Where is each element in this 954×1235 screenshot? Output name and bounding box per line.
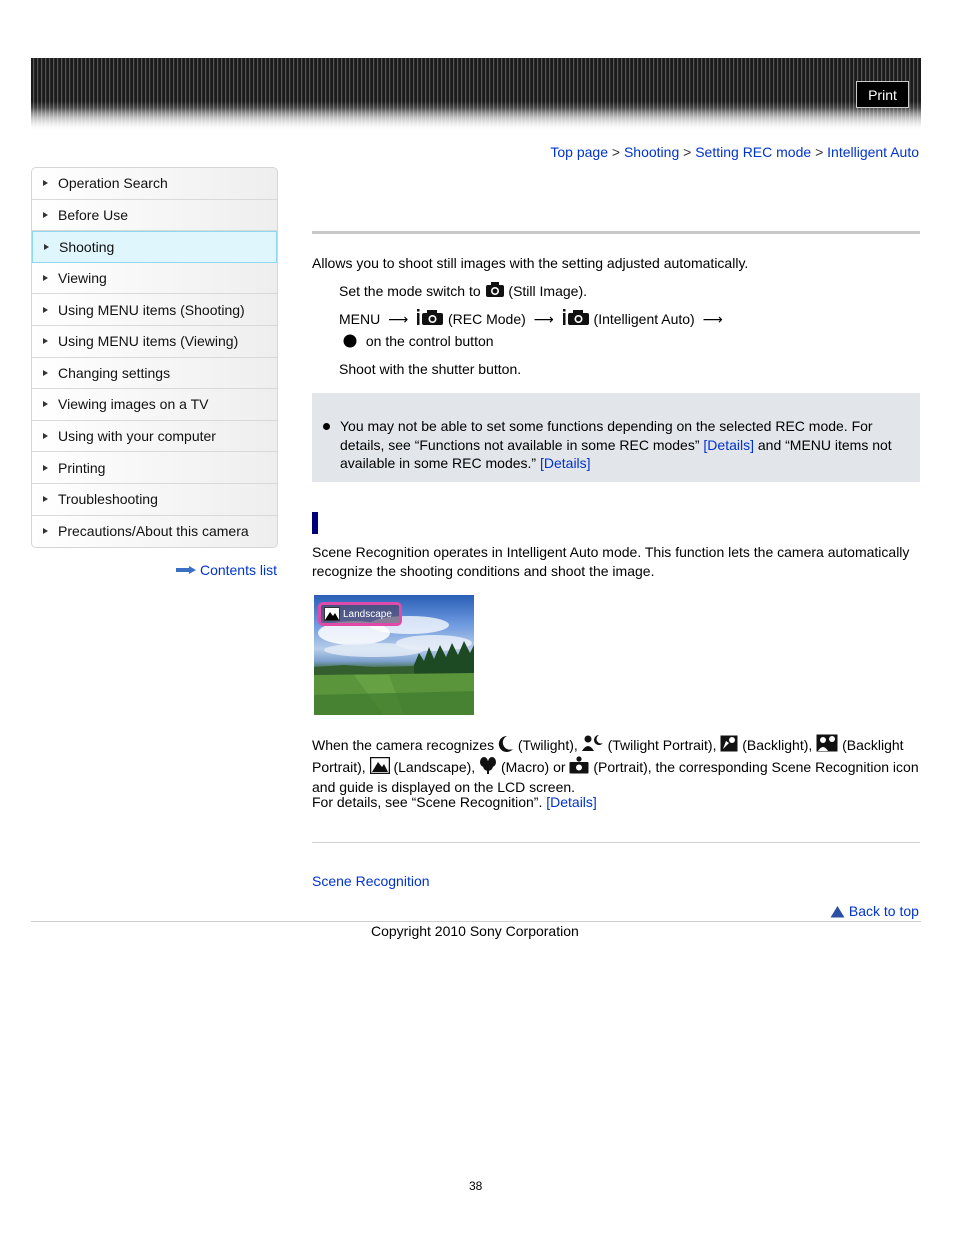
triangle-right-icon — [43, 528, 48, 534]
header-banner — [31, 58, 921, 130]
twilight-portrait-label: (Twilight Portrait), — [607, 737, 717, 753]
triangle-right-icon — [44, 244, 49, 250]
landscape-label: (Landscape), — [393, 758, 476, 775]
twilight-portrait-icon — [582, 734, 604, 752]
step-1 — [339, 281, 587, 301]
sidebar-item-label: Precautions/About this camera — [58, 523, 249, 540]
sidebar-item-label: Printing — [58, 459, 106, 476]
sidebar-item-label: Using MENU items (Shooting) — [58, 301, 245, 318]
note-box — [312, 393, 920, 482]
sidebar-nav — [31, 167, 278, 548]
macro-icon — [479, 756, 497, 774]
sidebar-item-label: Changing settings — [58, 364, 171, 381]
menu-label: MENU — [339, 311, 381, 327]
recognition-paragraph — [312, 734, 922, 798]
breadcrumb-separator: > — [815, 144, 824, 160]
intelligent-auto-icon — [562, 308, 590, 326]
sidebar-item-changing-settings[interactable] — [32, 358, 277, 390]
scene-recognition-guide — [318, 602, 402, 626]
arrow-right-icon: ⟶ — [533, 311, 554, 327]
contents-list-label: Contents list — [199, 562, 277, 578]
backlight-portrait-icon — [816, 734, 838, 752]
breadcrumb — [550, 144, 919, 160]
triangle-right-icon — [43, 180, 48, 186]
sidebar-item-label: Viewing — [58, 270, 107, 287]
step-2-control — [343, 332, 494, 351]
scene-details — [312, 793, 597, 812]
step-1-mode: (Still Image). — [508, 283, 587, 299]
breadcrumb-shooting[interactable]: Shooting — [623, 144, 680, 160]
rec-mode-label: (REC Mode) — [447, 311, 526, 327]
sidebar-item-precautions[interactable] — [32, 516, 277, 548]
landscape-icon — [370, 757, 390, 774]
landscape-photo — [314, 595, 474, 715]
triangle-right-icon — [43, 307, 48, 313]
section-divider — [312, 842, 920, 843]
twilight-icon — [498, 735, 514, 752]
sidebar-item-label: Viewing images on a TV — [58, 396, 209, 413]
details-link[interactable]: [Details] — [703, 436, 754, 453]
backlight-label: (Backlight), — [742, 737, 813, 753]
breadcrumb-separator: > — [683, 144, 692, 160]
print-button[interactable]: Print — [856, 81, 909, 108]
scene-recognition-text: Scene Recognition operates in Intelligent Auto mode. This function lets the camera automatically recognize the shooting conditions and shoot the image. — [312, 544, 910, 579]
triangle-right-icon — [43, 212, 48, 218]
sidebar-item-operation-search[interactable] — [32, 168, 277, 200]
triangle-right-icon — [43, 401, 48, 407]
backlight-portrait-label: (Backlight — [842, 737, 904, 753]
control-button-center-icon — [343, 334, 357, 348]
sidebar-item-printing[interactable] — [32, 452, 277, 484]
breadcrumb-intelligent-auto[interactable]: Intelligent Auto — [827, 144, 919, 160]
sidebar-item-label: Shooting — [59, 238, 115, 255]
details-link[interactable]: [Details] — [546, 794, 597, 810]
arrow-right-icon: ⟶ — [702, 311, 723, 327]
sidebar-item-computer[interactable] — [32, 421, 277, 453]
sidebar-item-label: Using MENU items (Viewing) — [58, 333, 239, 350]
copyright: Copyright 2010 Sony Corporation — [371, 923, 579, 939]
sidebar-item-label: Operation Search — [58, 175, 168, 192]
sidebar-item-menu-viewing[interactable] — [32, 326, 277, 358]
step-2 — [339, 308, 723, 329]
sidebar-item-label: Using with your computer — [58, 428, 216, 445]
arrow-right-icon — [176, 566, 196, 574]
breadcrumb-separator: > — [611, 144, 621, 160]
backlight-portrait-label: Portrait), — [312, 758, 366, 775]
sidebar-item-before-use[interactable] — [32, 200, 277, 232]
recognition-text: When the camera recognizes — [312, 737, 495, 753]
triangle-up-icon — [830, 905, 845, 918]
intelligent-auto-label: (Intelligent Auto) — [593, 311, 695, 327]
sidebar-item-shooting[interactable] — [32, 231, 277, 263]
sidebar-item-viewing-tv[interactable] — [32, 389, 277, 421]
backlight-icon — [720, 735, 738, 752]
page-number: 38 — [469, 1179, 483, 1193]
step-1-text: Set the mode switch to — [339, 283, 481, 299]
sidebar-item-label: Before Use — [58, 206, 129, 223]
portrait-label: (Portrait), the corresponding Scene Recognition icon — [593, 758, 919, 775]
intelligent-auto-icon — [416, 308, 444, 326]
triangle-right-icon — [43, 275, 48, 281]
contents-list-link[interactable] — [176, 562, 277, 578]
control-button-text: on the control button — [365, 333, 494, 349]
triangle-right-icon — [43, 465, 48, 471]
arrow-right-icon: ⟶ — [388, 311, 409, 327]
back-to-top-link[interactable] — [830, 902, 919, 921]
scene-guide-label: Landscape — [343, 608, 392, 620]
twilight-label: (Twilight), — [517, 737, 578, 753]
scene-recognition-link[interactable]: Scene Recognition — [312, 873, 430, 889]
sidebar-item-troubleshooting[interactable] — [32, 484, 277, 516]
bullet-icon — [323, 423, 330, 430]
camera-icon — [485, 281, 505, 298]
breadcrumb-top-page[interactable]: Top page — [550, 144, 608, 160]
details-link[interactable]: [Details] — [539, 455, 591, 471]
triangle-right-icon — [43, 338, 48, 344]
note-text: and “MENU items not available in some REC modes.” — [340, 436, 892, 471]
portrait-icon — [569, 756, 589, 774]
sidebar-item-menu-shooting[interactable] — [32, 294, 277, 326]
sidebar-item-viewing[interactable] — [32, 263, 277, 295]
triangle-right-icon — [43, 370, 48, 376]
title-divider — [312, 231, 920, 234]
note-text: You may not be able to set some functions depending on the selected REC mode. For details, see “Functions not available in some REC modes” — [340, 418, 873, 453]
step-3: Shoot with the shutter button. — [339, 361, 522, 377]
triangle-right-icon — [43, 496, 48, 502]
scene-details-text: For details, see “Scene Recognition”. — [312, 794, 543, 810]
triangle-right-icon — [43, 433, 48, 439]
sidebar-item-label: Troubleshooting — [58, 491, 158, 508]
macro-label: (Macro) or — [500, 758, 566, 775]
back-to-top-label: Back to top — [848, 903, 919, 919]
recognition-text: and guide is displayed on the LCD screen. — [312, 779, 576, 795]
section-marker — [312, 512, 318, 534]
breadcrumb-setting-rec-mode[interactable]: Setting REC mode — [695, 144, 812, 160]
landscape-mountain-icon — [324, 607, 340, 621]
intro-text: Allows you to shoot still images with the setting adjusted automatically. — [312, 255, 749, 271]
